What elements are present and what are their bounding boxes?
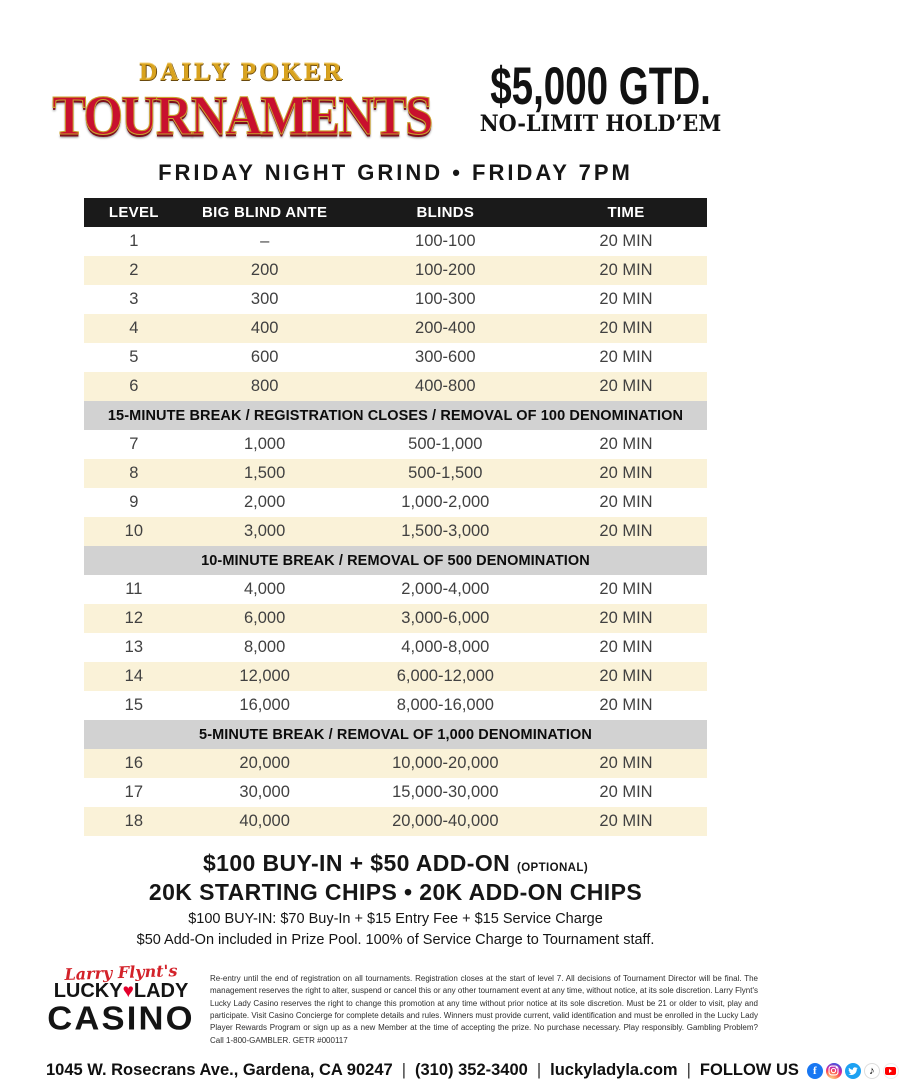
time-cell: 20 MIN: [599, 522, 653, 540]
blinds-cell: 100-300: [415, 290, 476, 308]
buyin-amount-text: $100 BUY-IN + $50 ADD-ON: [202, 850, 511, 876]
time-cell: 20 MIN: [599, 435, 653, 453]
buyin-optional-note: (OPTIONAL): [516, 862, 589, 874]
time-cell: 20 MIN: [599, 232, 653, 250]
level-row: [84, 691, 707, 720]
blinds-cell: 1,000-2,000: [401, 493, 490, 511]
contact-bar: [46, 1061, 875, 1080]
table-body: [84, 227, 707, 836]
level-cell: 18: [124, 812, 144, 830]
separator: |: [401, 1061, 406, 1080]
daily-poker-tournaments-logo: [52, 58, 432, 146]
level-cell: 5: [129, 348, 139, 366]
blinds-cell: 10,000-20,000: [392, 754, 499, 772]
level-row: [84, 488, 707, 517]
logo-tournaments-text: TOURNAMENTS: [52, 83, 432, 146]
level-row: [84, 662, 707, 691]
time-cell: 20 MIN: [599, 464, 653, 482]
level-cell: 2: [129, 261, 139, 279]
level-cell: 9: [129, 493, 139, 511]
time-cell: 20 MIN: [599, 261, 653, 279]
ante-cell: 30,000: [239, 783, 290, 801]
blinds-cell: 1,500-3,000: [401, 522, 490, 540]
tiktok-icon[interactable]: ♪: [864, 1063, 880, 1079]
blinds-cell: 8,000-16,000: [396, 696, 494, 714]
time-cell: 20 MIN: [599, 319, 653, 337]
blinds-cell: 3,000-6,000: [401, 609, 490, 627]
ante-cell: 2,000: [244, 493, 286, 511]
level-cell: 8: [129, 464, 139, 482]
instagram-icon[interactable]: [826, 1063, 842, 1079]
blinds-cell: 400-800: [415, 377, 476, 395]
level-row: [84, 517, 707, 546]
blinds-cell: 2,000-4,000: [401, 580, 490, 598]
ante-cell: 3,000: [244, 522, 286, 540]
twitter-icon[interactable]: [845, 1063, 861, 1079]
time-cell: 20 MIN: [599, 609, 653, 627]
social-icons: [807, 1063, 899, 1079]
time-cell: 20 MIN: [599, 493, 653, 511]
blinds-cell: 100-100: [415, 232, 476, 250]
level-row: [84, 459, 707, 488]
level-cell: 14: [124, 667, 144, 685]
ante-cell: 8,000: [244, 638, 286, 656]
addon-note: $50 Add-On included in Prize Pool. 100% of Service Charge to Tournament staff.: [136, 931, 655, 948]
ante-cell: 16,000: [239, 696, 290, 714]
time-cell: 20 MIN: [599, 696, 653, 714]
level-row: [84, 285, 707, 314]
time-cell: 20 MIN: [599, 290, 653, 308]
blinds-cell: 300-600: [415, 348, 476, 366]
break-row: 10-MINUTE BREAK / REMOVAL OF 500 DENOMINATION: [84, 546, 707, 575]
table-header-row: [84, 198, 707, 227]
column-header-time: TIME: [607, 204, 645, 221]
logo-daily-poker-text: DAILY POKER: [139, 58, 345, 86]
website-link[interactable]: luckyladyla.com: [550, 1061, 678, 1080]
level-cell: 13: [124, 638, 144, 656]
casino-text: CASINO: [47, 998, 195, 1037]
blinds-cell: 15,000-30,000: [392, 783, 499, 801]
column-header-big-blind-ante: BIG BLIND ANTE: [202, 204, 328, 221]
ante-cell: 12,000: [239, 667, 290, 685]
ante-cell: 400: [250, 319, 279, 337]
follow-us-label: FOLLOW US: [699, 1061, 799, 1080]
blinds-cell: 500-1,000: [408, 435, 483, 453]
separator: |: [686, 1061, 691, 1080]
buyin-headline: [0, 849, 791, 878]
time-cell: 20 MIN: [599, 377, 653, 395]
ante-cell: 600: [250, 348, 279, 366]
event-title: FRIDAY NIGHT GRIND • FRIDAY 7PM: [158, 160, 633, 185]
buyin-info: [0, 849, 791, 949]
level-cell: 17: [124, 783, 144, 801]
event-headline: [466, 55, 735, 137]
level-cell: 1: [129, 232, 139, 250]
level-cell: 16: [124, 754, 144, 772]
level-row: [84, 227, 707, 256]
level-row: [84, 314, 707, 343]
heart-icon: ♥: [122, 980, 134, 1002]
time-cell: 20 MIN: [599, 580, 653, 598]
level-cell: 15: [124, 696, 144, 714]
facebook-icon[interactable]: f: [807, 1063, 823, 1079]
column-header-level: LEVEL: [108, 204, 159, 221]
blinds-cell: 4,000-8,000: [401, 638, 490, 656]
level-row: [84, 430, 707, 459]
blinds-cell: 200-400: [415, 319, 476, 337]
break-row: 15-MINUTE BREAK / REGISTRATION CLOSES / REMOVAL OF 100 DENOMINATION: [84, 401, 707, 430]
phone-number: (310) 352-3400: [414, 1061, 528, 1080]
blinds-cell: 100-200: [415, 261, 476, 279]
level-row: [84, 575, 707, 604]
level-row: [84, 633, 707, 662]
blind-schedule-table: [84, 198, 707, 836]
level-cell: 12: [124, 609, 144, 627]
ante-cell: 1,000: [244, 435, 286, 453]
larry-flynts-script: Larry Flynt's: [64, 960, 178, 984]
ante-cell: –: [260, 232, 270, 250]
lucky-text: LUCKY: [53, 979, 123, 1002]
youtube-icon[interactable]: [883, 1063, 899, 1079]
time-cell: 20 MIN: [599, 754, 653, 772]
level-row: [84, 749, 707, 778]
level-cell: 4: [129, 319, 139, 337]
buyin-breakdown: $100 BUY-IN: $70 Buy-In + $15 Entry Fee + $15 Service Charge: [188, 910, 603, 927]
street-address: 1045 W. Rosecrans Ave., Gardena, CA 90247: [46, 1061, 393, 1080]
lady-text: LADY: [133, 979, 189, 1002]
blinds-cell: 6,000-12,000: [396, 667, 494, 685]
flyer-header: [0, 44, 791, 152]
ante-cell: 6,000: [244, 609, 286, 627]
blinds-cell: 500-1,500: [408, 464, 483, 482]
level-cell: 10: [124, 522, 144, 540]
level-row: [84, 604, 707, 633]
level-cell: 3: [129, 290, 139, 308]
chips-headline: 20K STARTING CHIPS • 20K ADD-ON CHIPS: [148, 878, 643, 905]
ante-cell: 20,000: [239, 754, 290, 772]
separator: |: [536, 1061, 542, 1080]
time-cell: 20 MIN: [599, 348, 653, 366]
youtube-play-icon: [885, 1067, 896, 1075]
level-row: [84, 343, 707, 372]
level-cell: 6: [129, 377, 139, 395]
ante-cell: 40,000: [239, 812, 290, 830]
guarantee-amount: $5,000 GTD.: [489, 55, 711, 115]
ante-cell: 200: [250, 261, 279, 279]
blinds-cell: 20,000-40,000: [392, 812, 499, 830]
column-header-blinds: BLINDS: [416, 204, 475, 221]
break-row: 5-MINUTE BREAK / REMOVAL OF 1,000 DENOMINATION: [84, 720, 707, 749]
ante-cell: 800: [250, 377, 279, 395]
time-cell: 20 MIN: [599, 667, 653, 685]
ante-cell: 1,500: [244, 464, 286, 482]
game-type: NO-LIMIT HOLD’EM: [479, 110, 722, 137]
level-cell: 7: [129, 435, 139, 453]
level-row: [84, 372, 707, 401]
ante-cell: 300: [250, 290, 279, 308]
legal-section: [46, 960, 758, 1047]
level-row: [84, 807, 707, 836]
fine-print: Re-entry until the end of registration on all tournaments. Registration closes at the start of level 7. All decisions of Tournament Director will be final. The management reserves the right to alter, suspend or cancel this or any other tournament event at any time, without notice, at its sole discretion. Larry Flynt's Lucky Lady Casino reserves the right to change this promotion at any time without prior notice at its sole discretion. Must be 21 or older to visit, play and participate. Visit Casino Concierge for complete details and rules. Winners must provide current, valid identification and must be enrolled in the Lucky Lady Player Rewards Program or sign up as a new Member at the time of accepting the prize. No purchase necessary. Play responsibly. Gambling Problem? Call 1-800-GAMBLER. GETR #000117: [210, 973, 758, 1045]
level-row: [84, 778, 707, 807]
time-cell: 20 MIN: [599, 638, 653, 656]
time-cell: 20 MIN: [599, 783, 653, 801]
level-cell: 11: [125, 580, 143, 598]
time-cell: 20 MIN: [599, 812, 653, 830]
ante-cell: 4,000: [244, 580, 286, 598]
lucky-lady-casino-logo: [46, 960, 196, 1037]
level-row: [84, 256, 707, 285]
